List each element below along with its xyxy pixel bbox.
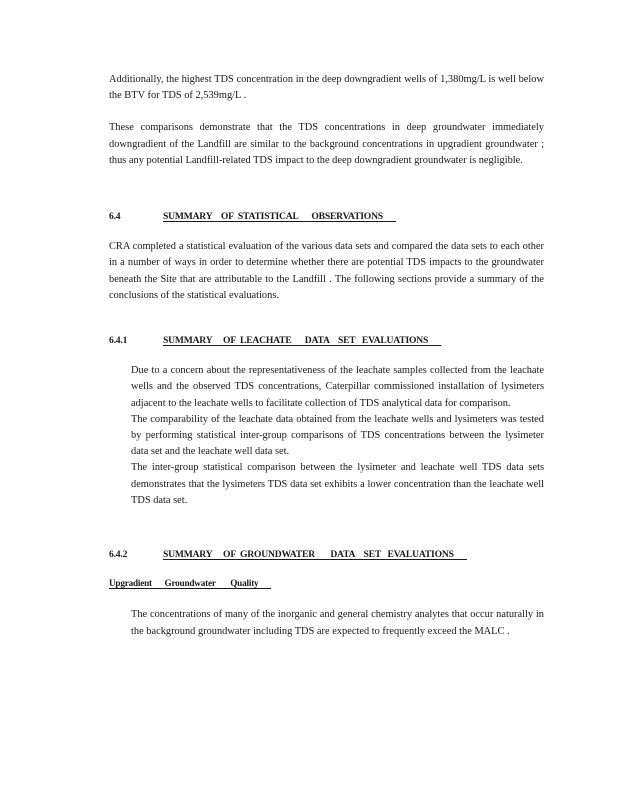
groundwater-bullet-list [109, 607, 544, 639]
list-item [109, 363, 544, 412]
section-number: 6.4 [109, 211, 121, 223]
list-item-text: The comparability of the leachate data obtained from the leachate wells and lysimeters was tested by performing statistical inter-group comparisons of TDS concentrations between the lysimeter data set and the leachate well data set. [131, 413, 544, 458]
section-heading-6-4 [109, 209, 544, 225]
list-item-text: The inter-group statistical comparison between the lysimeter and leachate well TDS data sets demonstrates that the lysimeters TDS data set exhibits a lower concentration than the leachate well TDS data set. [131, 462, 544, 506]
section-number: 6.4.2 [109, 549, 128, 561]
leachate-bullet-list [109, 363, 544, 509]
list-item-text: The concentrations of many of the inorganic and general chemistry analytes that occur naturally in the background groundwater including TDS are expected to frequently exceed the MALC . [131, 609, 544, 637]
paragraph-comparisons: These comparisons demonstrate that the TDS concentrations in deep groundwater immediately downgradient of the Landfill are similar to the background concentrations in upgradient groundwater ; thus any potential Landfill-related TDS impact to the deep downgradient groundwater is negligible. [109, 122, 544, 166]
paragraph-tds-highest: Additionally, the highest TDS concentration in the deep downgradient wells of 1,380mg/L is well below the BTV for TDS of 2,539mg/L . [109, 74, 544, 102]
document-page [109, 72, 544, 640]
section-heading-6-4-1 [109, 333, 544, 349]
section-title: SUMMARY OF GROUNDWATER DATA SET EVALUATIONS [163, 549, 467, 561]
section-title: SUMMARY OF STATISTICAL OBSERVATIONS [163, 211, 397, 223]
list-item [109, 460, 544, 509]
section-number: 6.4.1 [109, 335, 128, 347]
list-item-text: Due to a concern about the representativeness of the leachate samples collected from the leachate wells and the observed TDS concentrations, Caterpillar commissioned installation of lysimeters adjacent to the leachate wells to facilitate collection of TDS analytical data for comparison. [131, 365, 544, 409]
subheading-upgradient-groundwater-quality: Upgradient Groundwater Quality [109, 578, 272, 589]
list-item [109, 607, 544, 639]
section-heading-6-4-2 [109, 547, 544, 563]
list-item [109, 412, 544, 461]
paragraph-statistical-evaluation: CRA completed a statistical evaluation of the various data sets and compared the data sets to each other in a number of ways in order to determine whether there are potential TDS impacts to the groundwater beneath the Site that are attributable to the Landfill . The following sections provide a summary of the conclusions of the statistical evaluations. [109, 241, 544, 301]
section-title: SUMMARY OF LEACHATE DATA SET EVALUATIONS [163, 335, 442, 347]
